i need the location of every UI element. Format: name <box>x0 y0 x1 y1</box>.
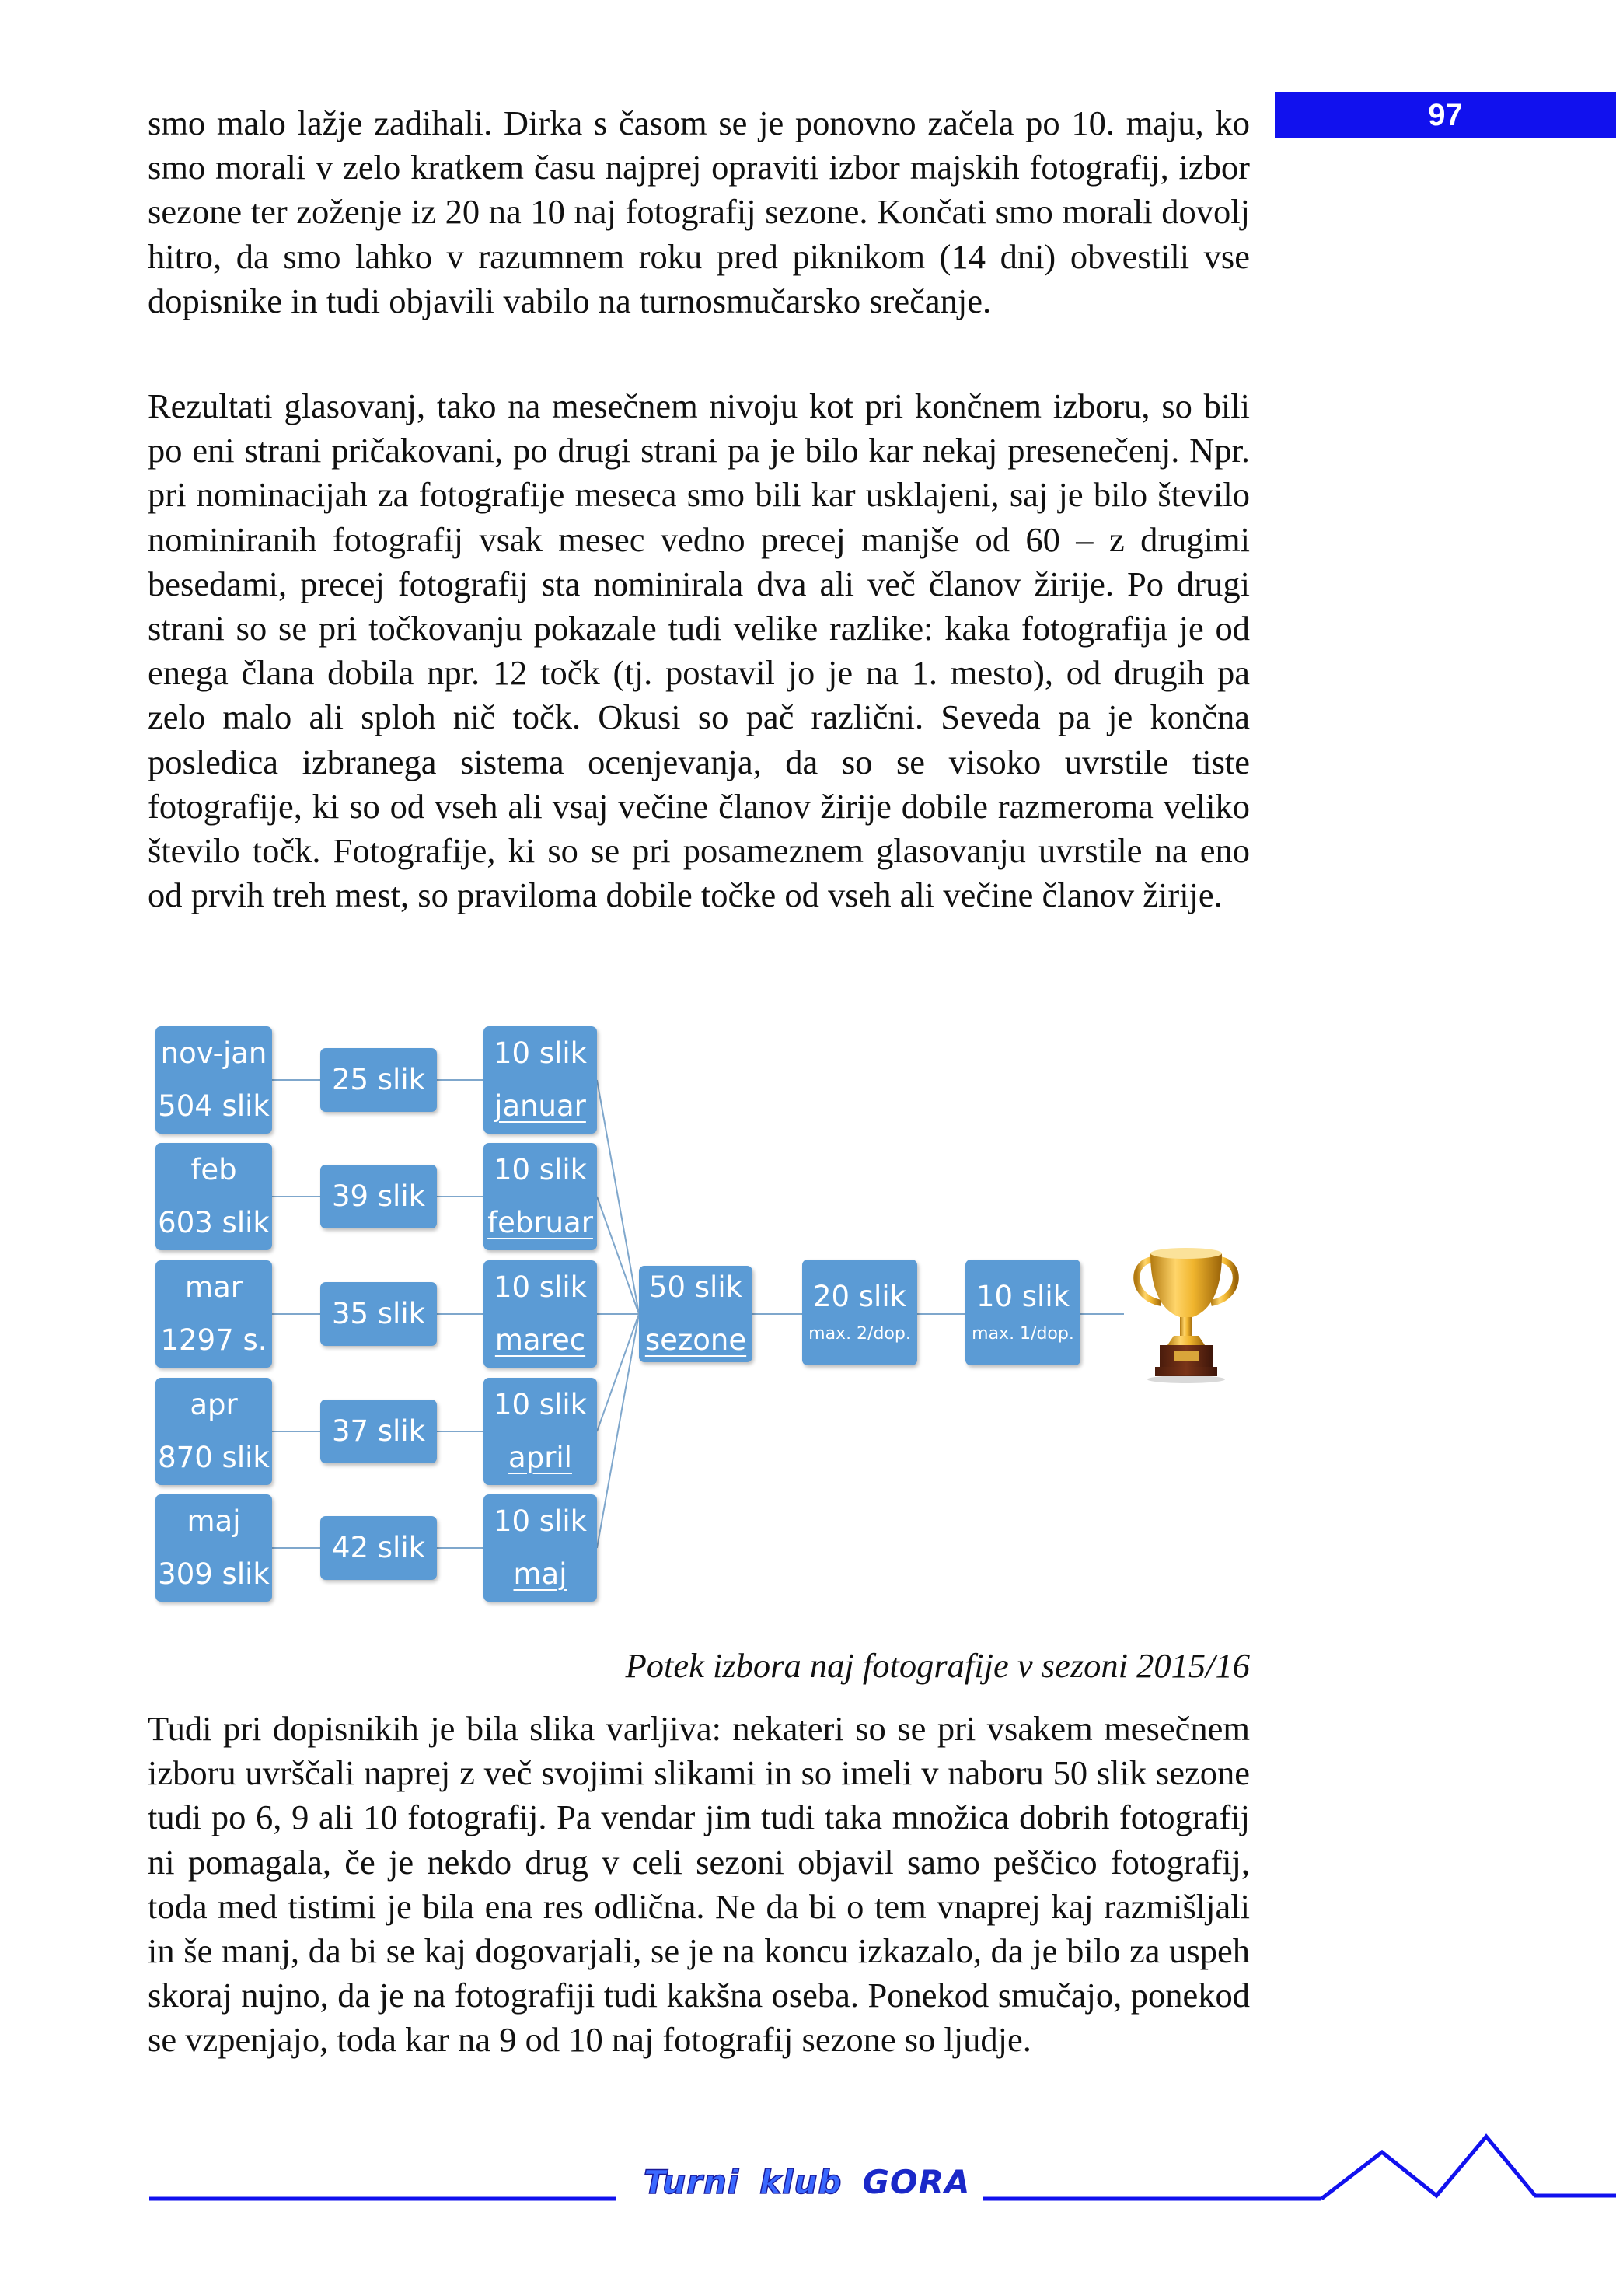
submitted-count: 1297 s. <box>160 1323 267 1357</box>
submitted-count: 603 slik <box>158 1206 270 1239</box>
selected-month: april <box>508 1441 572 1474</box>
page-number: 97 <box>1428 97 1463 132</box>
stage-count: 20 slik <box>812 1280 907 1313</box>
submitted-count: 870 slik <box>158 1441 270 1474</box>
selected-box-februar <box>483 1143 597 1250</box>
month-label: mar <box>185 1270 243 1304</box>
month-box-maj <box>155 1494 272 1602</box>
trophy-icon <box>1124 1236 1248 1392</box>
selected-month: maj <box>513 1557 567 1591</box>
club-name-word-2: klub <box>759 2163 843 2201</box>
month-box-apr <box>155 1378 272 1485</box>
nominated-box-apr <box>320 1400 437 1463</box>
month-box-mar <box>155 1260 272 1368</box>
paragraph-3: Tudi pri dopisnikih je bila slika varljiva: nekateri so se pri vsakem mesečnem izboru uvrščali naprej z več svojimi slikami in so imeli v naboru 50 slik sezone tudi po 6, 9 ali 10 fotografij. Pa vendar jim tudi taka množica dobrih fotografij ni pomagala, če je nekdo drug v celi sezoni objavil samo peščico fotografij, toda med tistimi je bila ena res odlična. Ne da bi o tem vnaprej kaj razmišljali in še manj, da bi se kaj dogovarjali, se je na koncu izkazalo, da je bilo za uspeh skoraj nujno, da je na fotografiji tudi kakšna oseba. Ponekod smučajo, ponekod se vzpenjajo, toda kar na 9 od 10 naj fotografij sezone so ljudje. <box>148 1709 1250 2060</box>
selected-box-april <box>483 1378 597 1485</box>
selected-count: 10 slik <box>493 1388 588 1421</box>
month-label: nov-jan <box>160 1036 267 1070</box>
selected-month: januar <box>494 1089 586 1123</box>
selected-count: 10 slik <box>493 1270 588 1304</box>
nominated-count: 35 slik <box>331 1297 426 1330</box>
club-name-word-1: Turni <box>644 2163 740 2201</box>
month-box-nov-jan <box>155 1026 272 1134</box>
submitted-count: 504 slik <box>158 1089 270 1123</box>
figure-caption: Potek izbora naj fotografije v sezoni 2015/16 <box>625 1646 1250 1685</box>
nominated-box-feb <box>320 1165 437 1228</box>
month-label: maj <box>187 1504 241 1538</box>
club-name-word-3: GORA <box>862 2163 971 2201</box>
month-label: feb <box>190 1153 237 1186</box>
stage-limit: max. 1/dop. <box>972 1324 1074 1344</box>
season-count: 50 slik <box>648 1270 743 1304</box>
stage-count: 10 slik <box>976 1280 1070 1313</box>
nominated-box-mar <box>320 1282 437 1346</box>
selected-box-maj <box>483 1494 597 1602</box>
footer-club-logo <box>639 2163 975 2201</box>
selected-month: februar <box>487 1206 593 1239</box>
selection-flow-diagram <box>148 1026 1251 1617</box>
mountain-peaks-icon <box>1321 2137 1616 2199</box>
selected-box-januar <box>483 1026 597 1134</box>
paragraph-2: Rezultati glasovanj, tako na mesečnem nivoju kot pri končnem izboru, so bili po eni strani pričakovani, po drugi strani pa je bilo kar nekaj presenečenj. Npr. pri nominacijah za fotografije meseca smo bili kar usklajeni, saj je bilo število nominiranih fotografij vsak mesec vedno precej manjše od 60 – z drugimi besedami, precej fotografij sta nominirala dva ali več članov žirije. Po drugi strani so se pri točkovanju pokazale tudi velike razlike: kaka fotografija je od enega člana dobila npr. 12 točk (tj. postavil jo je na 1. mesto), od drugih pa zelo malo ali sploh nič točk. Okusi so pač različni. Seveda pa je končna posledica izbranega sistema ocenjevanja, da so se visoko uvrstile tiste fotografije, ki so od vseh ali vsaj večine članov žirije dobile razmeroma veliko število točk. Fotografije, ki so se pri posameznem glasovanju uvrstile na eno od prvih treh mest, so praviloma dobile točke od vseh ali večine članov žirije. <box>148 386 1250 915</box>
stage-box-10 <box>965 1260 1080 1365</box>
submitted-count: 309 slik <box>158 1557 270 1591</box>
month-label: apr <box>190 1388 238 1421</box>
nominated-box-nov-jan <box>320 1048 437 1112</box>
page-number-badge <box>1275 92 1616 138</box>
selected-box-marec <box>483 1260 597 1368</box>
nominated-count: 25 slik <box>331 1063 426 1096</box>
stage-box-20 <box>802 1260 917 1365</box>
stage-limit: max. 2/dop. <box>808 1324 911 1344</box>
month-box-feb <box>155 1143 272 1250</box>
selected-month: marec <box>494 1323 586 1357</box>
nominated-box-maj <box>320 1516 437 1580</box>
selected-count: 10 slik <box>493 1153 588 1186</box>
nominated-count: 42 slik <box>331 1531 426 1564</box>
nominated-count: 37 slik <box>331 1414 426 1448</box>
season-box <box>639 1266 752 1362</box>
season-label: sezone <box>644 1323 747 1357</box>
selected-count: 10 slik <box>493 1036 588 1070</box>
selected-count: 10 slik <box>493 1504 588 1538</box>
nominated-count: 39 slik <box>331 1179 426 1213</box>
paragraph-1: smo malo lažje zadihali. Dirka s časom se je ponovno začela po 10. maju, ko smo morali v zelo kratkem času najprej opraviti izbor majskih fotografij, izbor sezone ter zoženje iz 20 na 10 naj fotografij sezone. Končati smo morali dovolj hitro, da smo lahko v razumnem roku pred piknikom (14 dni) obvestili vse dopisnike in tudi objavili vabilo na turnosmučarsko srečanje. <box>148 103 1250 320</box>
